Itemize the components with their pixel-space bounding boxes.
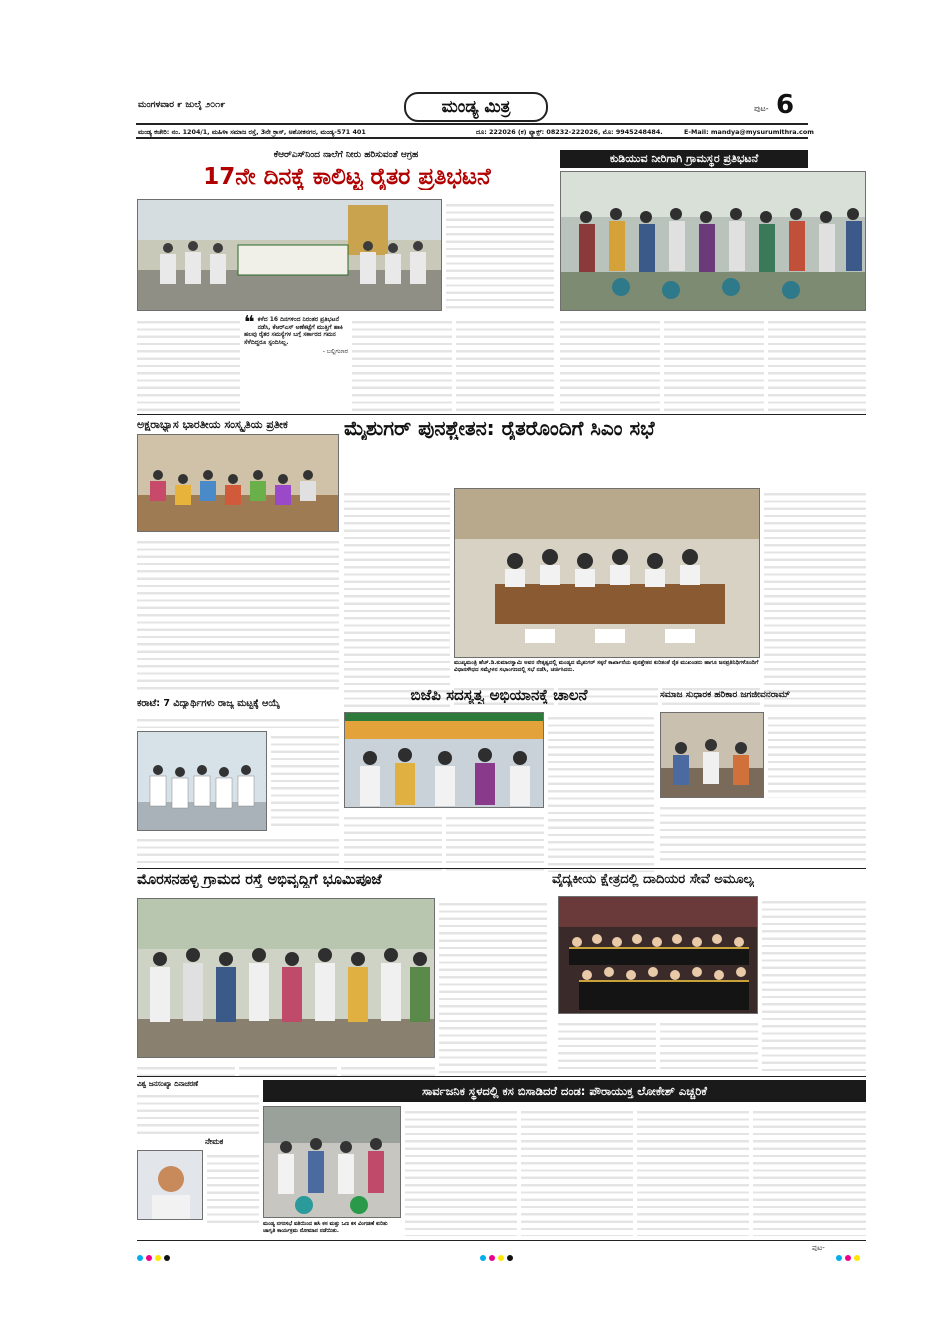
story5-headline: ಕರಾಟೆ: 7 ವಿದ್ಯಾರ್ಥಿಗಳು ರಾಜ್ಯ ಮಟ್ಟಕ್ಕೆ ಆಯ್ಕೆ [137,698,280,709]
story3-photo [137,434,339,532]
story8-headline: ಮೊರಸನಹಳ್ಳಿ ಗ್ರಾಮದ ರಸ್ತೆ ಅಭಿವೃದ್ಧಿಗೆ ಭೂಮಿಪೂಜೆ [137,872,382,888]
story5-body [137,834,339,864]
story6-photo [344,712,544,808]
story5-photo [137,731,267,831]
classroom-photo-graphic [138,435,339,532]
footer-rule [137,1240,866,1241]
karate-photo-graphic [138,732,267,831]
story10-photo [263,1106,401,1218]
story9-headline: ವೈದ್ಯಕೀಯ ಕ್ಷೇತ್ರದಲ್ಲಿ ದಾದಿಯರ ಸೇವೆ ಅಮೂಲ್ಯ [552,872,754,887]
story6-column-2 [446,812,544,872]
section-divider-3 [137,1076,866,1077]
story9-column-2 [660,1018,758,1073]
story9-photo [558,896,758,1014]
story10-kicker: ವಿಶ್ವ ಜನಸಂಖ್ಯಾ ದಿನಾಚರಣೆ [137,1080,199,1088]
black-dot-icon [507,1255,513,1261]
footer-page-label: ಪುಟ- [812,1244,825,1252]
waste-drive-photo-graphic [264,1107,401,1218]
office-phone: ದೂ: 222026 (ಕ) ಫ್ಯಾಕ್ಸ್: 08232-222026, ಮೊ: 9945248484. [476,128,663,136]
story3-headline: ಅಕ್ಷರಾಭ್ಯಾಸ ಭಾರತೀಯ ಸಂಸ್ಕೃತಿಯ ಪ್ರತೀಕ [137,418,288,431]
story10-brief-subhead: ನೇಮಕ [205,1137,224,1146]
story4-column-left [344,488,450,708]
story7-column-right [768,712,866,798]
cyan-dot-icon [137,1255,143,1261]
story2-column-1 [560,316,660,411]
story10-column-4 [753,1106,866,1236]
story7-headline: ಸಮಾಜ ಸುಧಾರಕ ಹರಿಕಾರ ಜಗಜೀವನರಾಮ್ [660,690,791,700]
cyan-dot-icon [480,1255,486,1261]
story1-photo [137,199,442,311]
section-divider-2 [137,868,866,869]
protest-photo-graphic [138,200,442,311]
story2-column-3 [768,316,866,411]
story8-photo [137,898,435,1058]
office-email: E-Mail: mandya@mysurumithra.com [684,128,814,136]
story10-photo-caption: ಮಂಡ್ಯ ನಗರಸಭೆ ವತಿಯಿಂದ ಹಸಿ ಕಸ ಮತ್ತು ಒಣ ಕಸ ವಿಂಗಡಣೆ ಕುರಿತು ಜಾಗೃತಿ ಕಾರ್ಯಕ್ರಮ ನೋಮಾನ ನಡೆಯಿತು. [263,1221,388,1234]
story9-column-1 [558,1018,656,1073]
bjp-event-photo-graphic [345,713,544,808]
masthead [136,90,814,146]
office-address: ಮಂಡ್ಯ ಕಚೇರಿ: ನಂ. 1204/1, ಮಹಿಳಾ ಸಮಾಜ ರಸ್ತೆ, 3ನೇ ಕ್ರಾಸ್, ಅಶೋಕನಗರ, ಮಂಡ್ಯ-571 401 [138,128,366,136]
story1-quote: ಕಳೆದ 16 ದಿನಗಳಿಂದ ನಿರಂತರ ಪ್ರತಿಭಟನೆ ನಡೆಸಿ, ಕೆಆರ್‌ಎಸ್ ಅಣೆಕಟ್ಟೆಗೆ ಮುತ್ತಿಗೆ ಹಾಕಿ ಹಲವು ರೈತರ ಸಮಸ್ಯೆಗಳ ಬಗ್ಗೆ ಸರ್ಕಾರದ ಗಮನ ಸೆಳೆದಿದ್ದರೂ ಸ್ಪಂದಿಸಿಲ್ಲ. [244,316,343,346]
story7-photo [660,712,764,798]
story2-column-2 [664,316,764,411]
issue-date: ಮಂಗಳವಾರ ೯ ಜುಲೈ ೨೦೧೯ [138,100,226,110]
story10-headline: ಸಾರ್ವಜನಿಕ ಸ್ಥಳದಲ್ಲಿ ಕಸ ಬಿಸಾಡಿದರೆ ದಂಡ: ಪೌರಾಯುಕ್ತ ಲೋಕೇಶ್ ಎಚ್ಚರಿಕೆ [263,1080,866,1102]
story9-column-right [762,896,866,1071]
masthead-rule [136,123,808,125]
masthead-rule-bottom [136,137,808,139]
felicitation-photo-graphic [661,713,764,798]
page-label: ಪುಟ- [754,104,769,113]
story1-quote-box [244,312,348,411]
cyan-dot-icon [836,1255,842,1261]
story6-headline: ಬಿಜೆಪಿ ಸದಸ್ಯತ್ವ ಅಭಿಯಾನಕ್ಕೆ ಚಾಲನೆ [410,686,588,704]
story1-column-1 [137,316,240,411]
yellow-dot-icon [854,1255,860,1261]
story10-column-2 [521,1106,633,1236]
nursing-graduation-photo-graphic [559,897,758,1014]
story10-portrait [137,1150,203,1220]
black-dot-icon [164,1255,170,1261]
story1-column-right [446,199,554,311]
story7-body [660,802,866,864]
story1-column-3 [456,316,554,411]
story6-column-1 [344,812,442,872]
section-divider-1 [137,414,866,415]
story6-column-right [548,712,654,872]
registration-marks-right [836,1246,863,1265]
water-protest-photo-graphic [561,172,866,311]
story4-photo [454,488,760,658]
story8-column-right [439,898,547,1073]
portrait-photo-graphic [138,1151,203,1220]
story2-headline: ಕುಡಿಯುವ ನೀರಿಗಾಗಿ ಗ್ರಾಮಸ್ಥರ ಪ್ರತಿಭಟನೆ [560,150,808,168]
story10-column-3 [637,1106,749,1236]
registration-marks-center [480,1246,516,1265]
meeting-photo-graphic [455,489,760,658]
story10-brief-body [137,1090,259,1135]
story1-headline: 17ನೇ ದಿನಕ್ಕೆ ಕಾಲಿಟ್ಟ ರೈತರ ಪ್ರತಿಭಟನೆ [203,164,491,190]
yellow-dot-icon [155,1255,161,1261]
story4-column-right [764,488,866,708]
story3-body [137,536,339,694]
story1-kicker: ಕೆಆರ್‌ಎಸ್‌ನಿಂದ ನಾಲೆಗೆ ನೀರು ಹರಿಸುವಂತೆ ಆಗ್ರಹ [273,150,419,160]
magenta-dot-icon [146,1255,152,1261]
registration-marks-left [137,1246,173,1265]
story1-quote-author: - ಬಲ್ಲಿಗುಣರ [322,348,348,355]
page-number: 6 [776,90,795,120]
bhoomi-pooja-photo-graphic [138,899,435,1058]
newspaper-logo: ಮಂಡ್ಯ ಮಿತ್ರ [404,92,548,122]
story4-headline: ಮೈಶುಗರ್ ಪುನಶ್ಚೇತನ: ರೈತರೊಂದಿಗೆ ಸಿಎಂ ಸಭೆ [344,416,655,440]
story5-column [271,731,339,831]
story10-brief-column [207,1150,259,1225]
story1-column-2 [352,316,452,411]
story5-intro [137,714,339,728]
story10-column-1 [405,1106,517,1236]
story4-photo-caption: ಮುಖ್ಯಮಂತ್ರಿ ಹೆಚ್.ಡಿ.ಕುಮಾರಸ್ವಾಮಿ ಅವರ ನೇತೃತ್ವದಲ್ಲಿ ಮಂಡ್ಯದ ಮೈಶುಗರ್ ಸಕ್ಕರೆ ಕಾರ್ಖಾನೆಯ ಪುನಶ್ಚೇತನ ಕುರಿತಂತೆ ರೈತ ಮುಖಂಡರು ಹಾಗೂ ಜನಪ್ರತಿನಿಧಿಗಳೊಂದಿಗೆ ವಿಧಾನಸೌಧದ ಸಮ್ಮೇಳನ ಸಭಾಂಗಣದಲ್ಲಿ ಸಭೆ ನಡೆಸಿ, ಚರ್ಚಿಸಿದರು. [454,660,759,673]
magenta-dot-icon [845,1255,851,1261]
quote-mark-icon: ❝ [244,312,255,333]
story2-photo [560,171,866,311]
magenta-dot-icon [489,1255,495,1261]
yellow-dot-icon [498,1255,504,1261]
